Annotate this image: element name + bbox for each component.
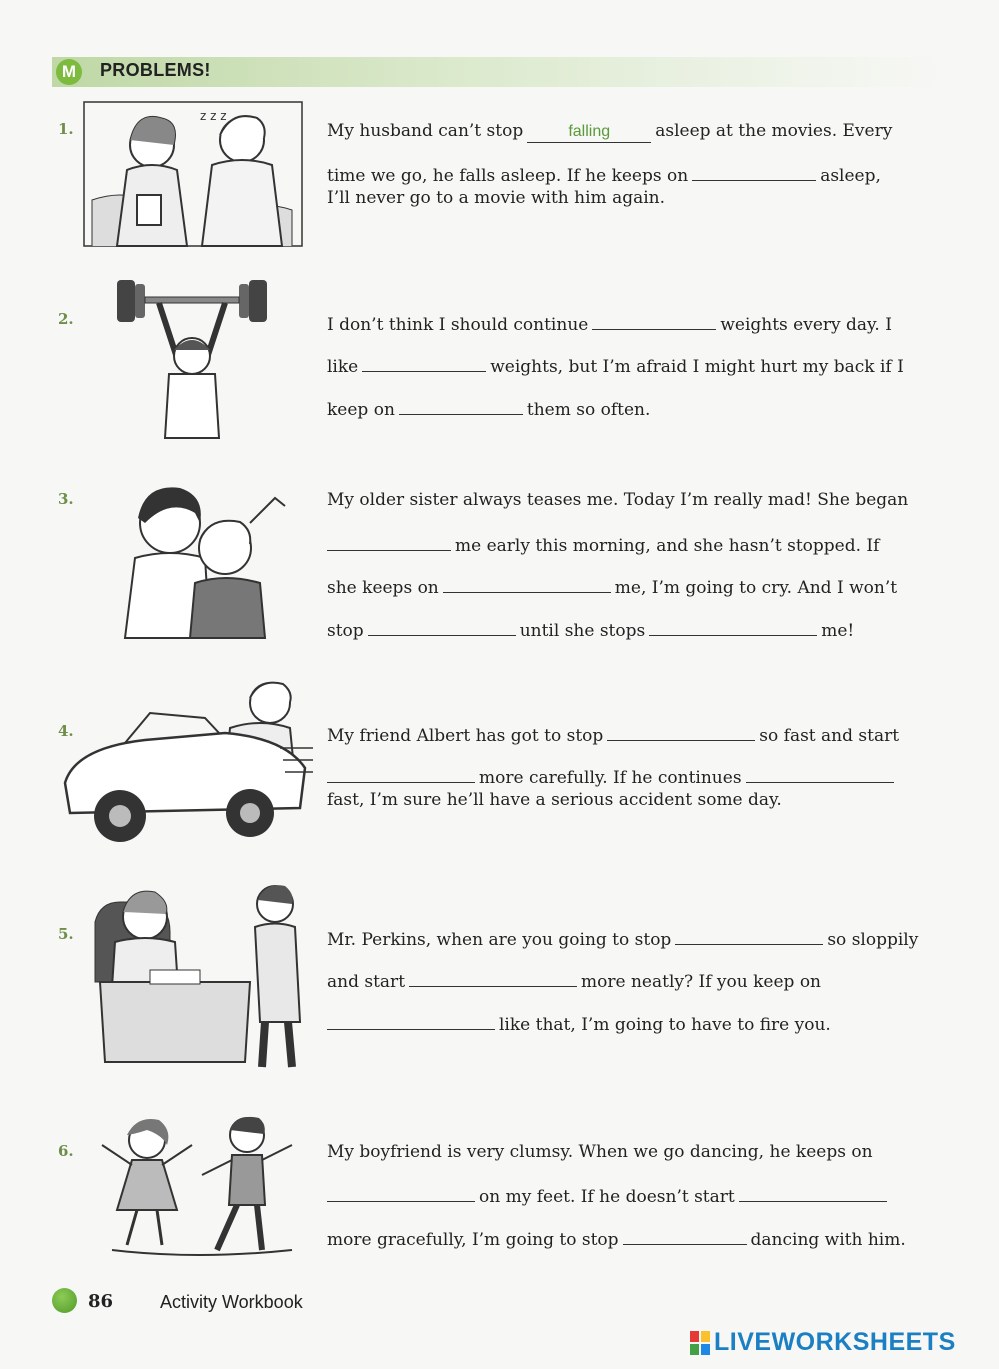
teasing-sister-illustration	[100, 478, 290, 643]
movie-couple-illustration	[82, 100, 304, 248]
dancing-couple-illustration	[97, 1110, 302, 1260]
item-text	[327, 120, 952, 209]
weightlifter-illustration	[97, 278, 287, 443]
text-line: fast, I’m sure he’ll have a serious accident some day.	[327, 790, 782, 810]
brand-name: LIVEWORKSHEETS	[714, 1328, 956, 1356]
liveworksheets-logo[interactable]	[690, 1328, 956, 1357]
section-title: PROBLEMS!	[100, 60, 211, 80]
speeding-car-illustration	[55, 678, 313, 850]
svg-text:z z z: z z z	[200, 109, 227, 123]
text-line: I don’t think I should continue weights every day. I	[327, 311, 952, 353]
text-line: me early this morning, and she hasn’t stopped. If	[327, 532, 952, 574]
item-text	[327, 926, 952, 1036]
text-line: more carefully. If he continues	[327, 764, 952, 789]
text-line: she keeps on me, I’m going to cry. And I won’t	[327, 574, 952, 617]
answer-blank[interactable]	[368, 617, 516, 636]
answer-blank[interactable]	[592, 311, 716, 330]
page-dot-icon	[52, 1288, 77, 1313]
text-line: and start more neatly? If you keep on	[327, 968, 952, 1011]
answer-blank[interactable]	[443, 574, 611, 593]
text-line: My boyfriend is very clumsy. When we go dancing, he keeps on	[327, 1142, 873, 1162]
page-number: 86	[88, 1291, 114, 1312]
item-number: 1.	[58, 120, 74, 138]
answer-blank[interactable]	[623, 1226, 747, 1245]
text-line: stop until she stops me!	[327, 617, 952, 642]
answer-blank[interactable]	[399, 396, 523, 415]
section-badge: M	[56, 59, 82, 85]
answer-blank[interactable]	[607, 722, 755, 741]
answer-blank[interactable]	[746, 764, 894, 783]
item-text	[327, 311, 952, 421]
text-line: Mr. Perkins, when are you going to stop so sloppily	[327, 926, 952, 968]
item-number: 3.	[58, 490, 74, 508]
answer-blank[interactable]	[362, 353, 486, 372]
liveworksheets-grid-icon	[690, 1331, 710, 1355]
answer-blank[interactable]	[649, 617, 817, 636]
answer-blank[interactable]	[409, 968, 577, 987]
item-number: 4.	[58, 722, 74, 740]
text-line: time we go, he falls asleep. If he keeps on asleep,	[327, 162, 952, 187]
text-line: more gracefully, I’m going to stop dancing with him.	[327, 1226, 952, 1251]
answer-blank[interactable]	[327, 532, 451, 551]
book-title: Activity Workbook	[160, 1292, 303, 1312]
office-boss-illustration	[90, 882, 312, 1072]
item-text	[327, 722, 952, 811]
text-line: like that, I’m going to have to fire you.	[327, 1011, 952, 1036]
text-line: on my feet. If he doesn’t start	[327, 1183, 952, 1226]
text-line: My friend Albert has got to stop so fast and start	[327, 722, 952, 764]
item-number: 6.	[58, 1142, 74, 1160]
text-line: keep on them so often.	[327, 396, 952, 421]
answer-blank[interactable]	[675, 926, 823, 945]
item-number: 2.	[58, 310, 74, 328]
text-line: like weights, but I’m afraid I might hurt my back if I	[327, 353, 952, 396]
answer-blank[interactable]	[739, 1183, 887, 1202]
answer-blank[interactable]	[327, 1011, 495, 1030]
answer-blank[interactable]	[327, 764, 475, 783]
item-number: 5.	[58, 925, 74, 943]
text-line: I’ll never go to a movie with him again.	[327, 188, 666, 208]
text-line: My husband can’t stop falling asleep at the movies. Every	[327, 121, 893, 141]
section-header	[52, 57, 942, 87]
item-text	[327, 489, 952, 642]
answer-blank[interactable]	[692, 162, 816, 181]
text-line: My older sister always teases me. Today I’m really mad! She began	[327, 490, 909, 510]
answer-blank[interactable]: falling	[527, 124, 651, 143]
item-text	[327, 1141, 952, 1251]
answer-blank[interactable]	[327, 1183, 475, 1202]
